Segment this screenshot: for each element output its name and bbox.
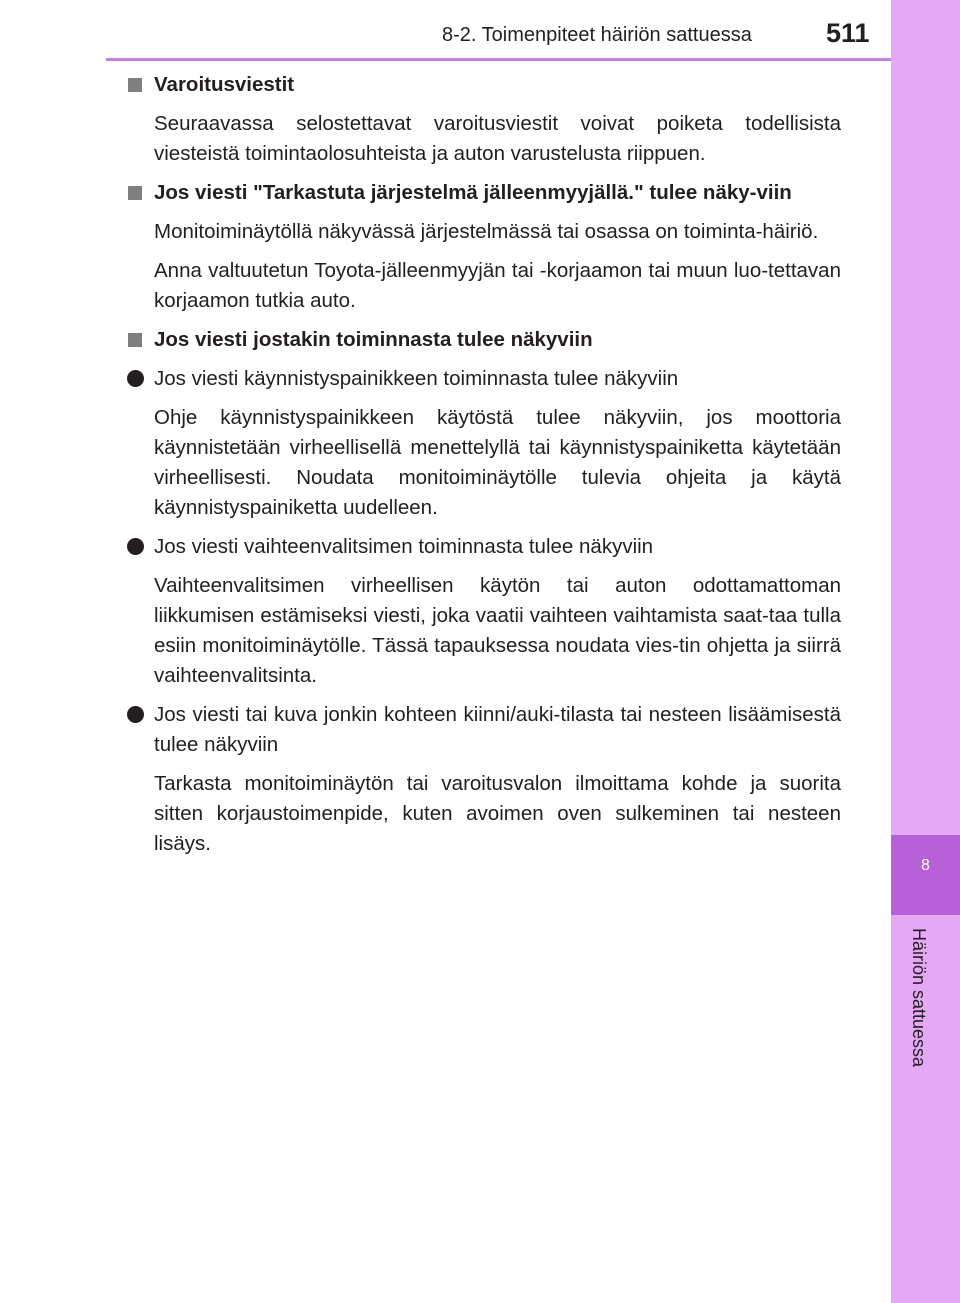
warning-messages-heading <box>125 70 841 100</box>
check-system-heading <box>125 178 841 208</box>
bullet-shift-lever-text: Vaihteenvalitsimen virheellisen käytön tai auton odottamattoman liikkumisen estämiseksi viesti, joka vaatii vaihteen vaihtamista saat-taa tulla esiin monitoiminäytölle. Tässä tapauksessa noudata vies-tin ohjetta ja siirrä vaihteenvalitsinta. <box>154 574 841 687</box>
square-bullet-icon <box>128 186 142 200</box>
round-bullet-icon <box>127 538 144 555</box>
round-bullet-icon <box>127 706 144 723</box>
bullet-open-closed-fluid <box>125 700 841 760</box>
bullet-shift-lever <box>125 532 841 562</box>
bullet-title: Jos viesti käynnistyspainikkeen toiminnasta tulee näkyviin <box>154 367 679 390</box>
page-number: 511 <box>826 18 870 48</box>
warning-messages-text: Seuraavassa selostettavat varoitusviestit voivat poiketa todellisista viesteistä toimintaolosuhteista ja auton varustelusta riippuen. <box>154 112 841 165</box>
section-title: 8-2. Toimenpiteet häiriön sattuessa <box>442 24 752 46</box>
chapter-section-label: Häiriön sattuessa <box>909 928 929 1068</box>
heading-text: Jos viesti jostakin toiminnasta tulee näkyviin <box>154 328 593 351</box>
check-system-text-1: Monitoiminäytöllä näkyvässä järjestelmässä tai osassa on toiminta-häiriö. <box>154 220 819 243</box>
chapter-number-box <box>891 835 960 915</box>
check-system-text-2: Anna valtuutetun Toyota-jälleenmyyjän tai -korjaamon tai muun luo-tettavan korjaamon tutkia auto. <box>154 259 841 312</box>
heading-text: Jos viesti "Tarkastuta järjestelmä jälleenmyyjällä." tulee näky-viin <box>154 181 792 204</box>
chapter-side-tab <box>891 0 960 1303</box>
operation-message-heading <box>125 325 841 355</box>
page-content <box>125 70 841 868</box>
bullet-title: Jos viesti tai kuva jonkin kohteen kiinni/auki-tilasta tai nesteen lisäämisestä tulee näkyviin <box>154 703 841 756</box>
chapter-number: 8 <box>921 857 930 874</box>
bullet-start-button-text: Ohje käynnistyspainikkeen käytöstä tulee näkyviin, jos moottoria käynnistetään virheellisellä menettelyllä tai käynnistyspainiketta käytetään virheellisesti. Noudata monitoiminäytölle tulevia ohjeita ja käytä käynnistyspainiketta uudelleen. <box>154 406 841 519</box>
bullet-open-closed-fluid-text: Tarkasta monitoiminäytön tai varoitusvalon ilmoittama kohde ja suorita sitten korjaustoimenpide, kuten avoimen oven sulkeminen tai nesteen lisäys. <box>154 772 841 855</box>
square-bullet-icon <box>128 333 142 347</box>
round-bullet-icon <box>127 370 144 387</box>
bullet-title: Jos viesti vaihteenvalitsimen toiminnasta tulee näkyviin <box>154 535 654 558</box>
heading-text: Varoitusviestit <box>154 73 295 96</box>
bullet-start-button <box>125 364 841 394</box>
header-divider <box>106 58 891 61</box>
square-bullet-icon <box>128 78 142 92</box>
